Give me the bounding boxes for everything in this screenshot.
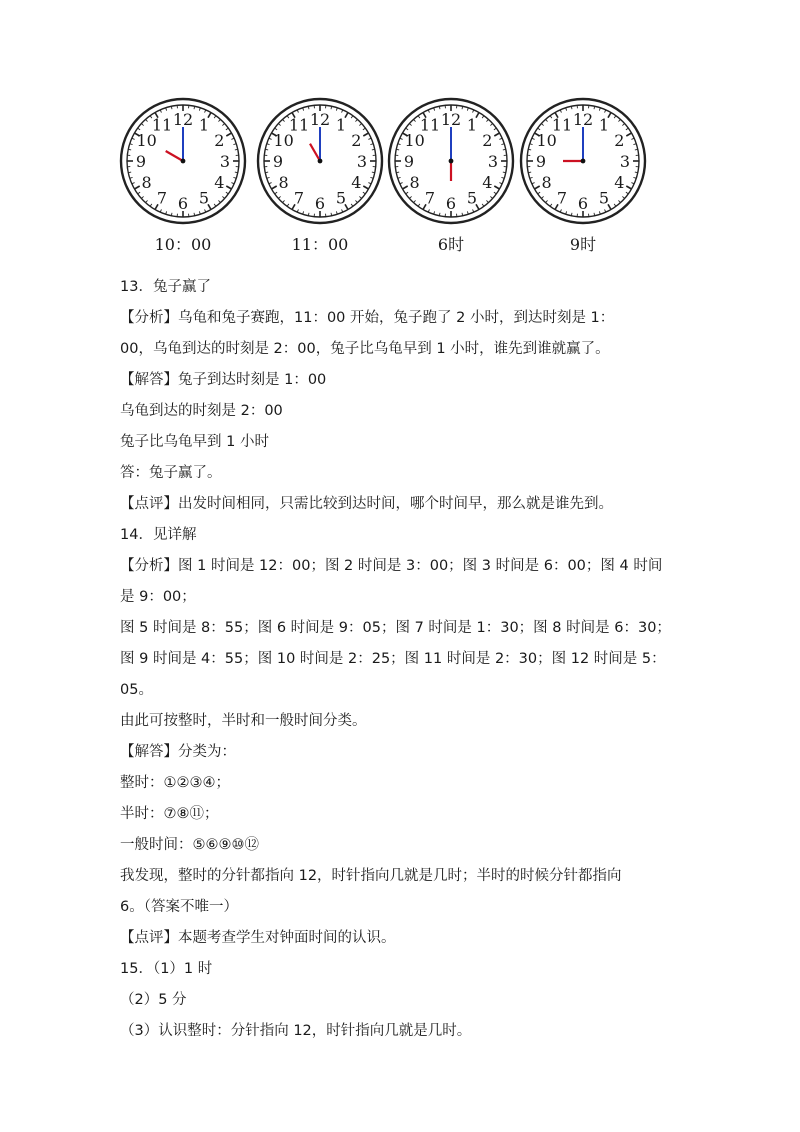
clock-number: 6 [445,194,457,213]
clock-number: 3 [356,152,368,171]
q14-answer: 14．见详解 [120,527,197,543]
clock-face-4 [518,96,648,226]
q13-analysis-line-1: 【分析】乌龟和兔子赛跑，11：00 开始，兔子跑了 2 小时，到达时刻是 1： [120,310,615,326]
clock-figure-row [118,96,658,261]
clock-tick [571,106,572,109]
clock-caption-1: 10：00 [154,235,212,254]
clock-tick [635,172,638,173]
clock-tick [635,149,638,150]
q13-comment: 【点评】出发时间相同，只需比较到达时间，哪个时间早，那么就是谁先到。 [120,496,613,512]
clock-tick [171,106,172,109]
clock-number: 5 [335,188,347,208]
clock-number: 4 [214,173,225,192]
clock-number: 10 [273,131,294,150]
clock-number: 6 [577,194,589,213]
clock-tick [503,172,506,173]
clock-caption-4: 9时 [569,235,597,254]
clock-number: 11 [288,115,310,135]
clock-number: 1 [335,115,347,135]
answer-text [120,272,680,1047]
clock-tick [396,149,399,150]
clock-number: 1 [466,115,478,135]
clock-tick [194,106,195,109]
clock-number: 5 [466,188,478,208]
q14-analysis-line-4: 图 9 时间是 4：55；图 10 时间是 2：25；图 11 时间是 2：30；图 12 时间是 5： [120,651,666,667]
q14-solution-line-1: 【解答】分类为： [120,744,236,760]
clock-number: 7 [293,188,305,208]
clock-tick [594,213,595,216]
clock-number: 1 [198,115,210,135]
q14-solution-line-3: 半时：⑦⑧⑪； [120,806,219,822]
q14-analysis-line-1: 【分析】图 1 时间是 12：00；图 2 时间是 3：00；图 3 时间是 6：00；图 4 时间 [120,558,663,574]
q14-solution-line-2: 整时：①②③④； [120,775,230,791]
q13-analysis-line-2: 00，乌龟到达的时刻是 2：00，兔子比乌龟早到 1 小时，谁先到谁就赢了。 [120,341,610,357]
clock-number: 9 [403,152,415,171]
clock-number: 3 [219,152,231,171]
clock-tick [265,172,268,173]
clock-number: 12 [572,110,594,129]
clock-number: 12 [172,110,194,129]
clock-number: 11 [419,115,441,135]
clock-number: 2 [482,131,493,150]
clock-tick [528,172,531,173]
clock-face-1 [118,96,248,226]
clock-tick [372,149,375,150]
clock-tick [171,213,172,216]
clock-tick [265,149,268,150]
clock-number: 8 [409,173,420,192]
q14-analysis-line-6: 由此可按整时，半时和一般时间分类。 [120,713,367,729]
clock-number: 5 [198,188,210,208]
clock-number: 11 [551,115,573,135]
clock-number: 1 [598,115,610,135]
clock-number: 3 [619,152,631,171]
clock-tick [331,106,332,109]
clock-center-pin [181,159,186,164]
clock-number: 7 [156,188,168,208]
clock-face-3 [386,96,516,226]
clock-number: 9 [135,152,147,171]
clock-tick [594,106,595,109]
clock-number: 6 [314,194,326,213]
clock-tick [396,172,399,173]
clock-number: 10 [536,131,557,150]
clock-number: 11 [151,115,173,135]
clock-face-2 [255,96,385,226]
clock-tick [308,213,309,216]
clock-number: 9 [272,152,284,171]
clock-tick [439,106,440,109]
clock-tick [235,172,238,173]
clock-4 [518,96,648,261]
clock-number: 2 [351,131,362,150]
q14-solution-line-4: 一般时间：⑤⑥⑨⑩⑫ [120,837,259,853]
q13-solution-line-2: 乌龟到达的时刻是 2：00 [120,403,283,419]
q14-solution-line-6: 6。（答案不唯一） [120,899,238,915]
clock-number: 4 [614,173,625,192]
clock-tick [503,149,506,150]
q14-analysis-line-3: 图 5 时间是 8：55；图 6 时间是 9：05；图 7 时间是 1：30；图 8 时间是 6：30； [120,620,671,636]
q15-answer-3: （3）认识整时：分针指向 12，时针指向几就是几时。 [120,1023,472,1039]
clock-center-pin [581,159,586,164]
q15-answer-2: （2）5 分 [120,992,187,1008]
q14-solution-line-5: 我发现，整时的分针都指向 12，时针指向几就是几时；半时的时候分针都指向 [120,868,622,884]
clock-1 [118,96,248,261]
q13-solution-line-1: 【解答】兔子到达时刻是 1：00 [120,372,327,388]
clock-number: 8 [141,173,152,192]
q13-solution-line-4: 答：兔子赢了。 [120,465,222,481]
clock-caption-2: 11：00 [291,235,349,254]
q13-answer: 13．兔子赢了 [120,279,211,295]
clock-tick [128,149,131,150]
clock-number: 7 [424,188,436,208]
clock-number: 9 [535,152,547,171]
clock-number: 10 [136,131,157,150]
clock-tick [194,213,195,216]
clock-tick [372,172,375,173]
clock-number: 2 [614,131,625,150]
clock-tick [308,106,309,109]
clock-3 [386,96,516,261]
q14-analysis-line-2: 是 9：00； [120,589,196,605]
clock-tick [128,172,131,173]
clock-tick [571,213,572,216]
clock-number: 8 [541,173,552,192]
q13-solution-line-3: 兔子比乌龟早到 1 小时 [120,434,269,450]
clock-tick [235,149,238,150]
clock-number: 6 [177,194,189,213]
clock-2 [255,96,385,261]
clock-tick [462,106,463,109]
clock-number: 8 [278,173,289,192]
clock-number: 5 [598,188,610,208]
clock-tick [439,213,440,216]
clock-center-pin [318,159,323,164]
clock-number: 7 [556,188,568,208]
q14-analysis-line-5: 05。 [120,682,153,698]
clock-number: 2 [214,131,225,150]
clock-number: 10 [404,131,425,150]
clock-number: 12 [440,110,462,129]
clock-caption-3: 6时 [437,235,465,254]
clock-number: 4 [482,173,493,192]
clock-center-pin [449,159,454,164]
clock-tick [462,213,463,216]
clock-tick [331,213,332,216]
q14-comment: 【点评】本题考查学生对钟面时间的认识。 [120,930,396,946]
clock-number: 3 [487,152,499,171]
clock-number: 12 [309,110,331,129]
q15-answer-1: 15．（1）1 时 [120,961,213,977]
clock-number: 4 [351,173,362,192]
clock-tick [528,149,531,150]
